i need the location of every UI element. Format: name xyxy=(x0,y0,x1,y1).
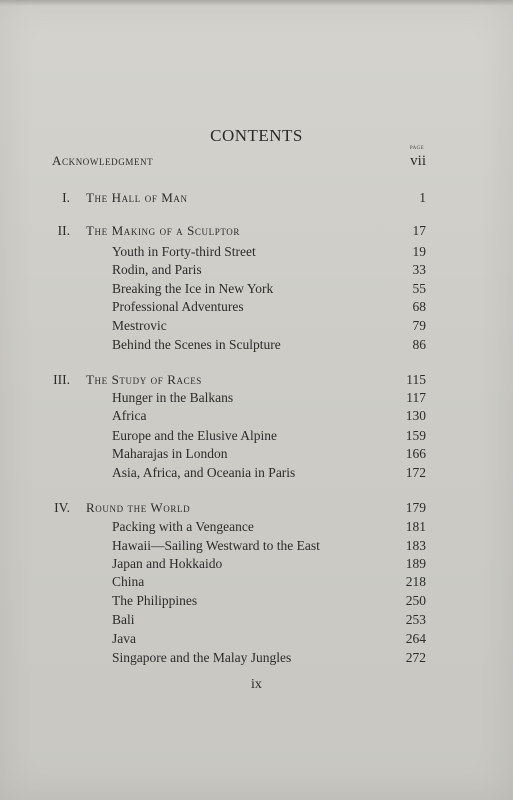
toc-entry xyxy=(0,593,513,611)
entry-label: Bali xyxy=(112,612,135,627)
toc-entry xyxy=(0,262,513,280)
toc-entry xyxy=(0,337,513,355)
toc-part-4 xyxy=(0,500,513,518)
toc-page-number: 264 xyxy=(405,631,426,646)
entry-label: China xyxy=(112,574,145,589)
toc-row-acknowledgment xyxy=(0,153,513,171)
part-number: I. xyxy=(62,190,70,205)
toc-page-number: 33 xyxy=(412,262,426,277)
toc-page-number: 17 xyxy=(412,223,426,238)
entry-label: Behind the Scenes in Sculpture xyxy=(112,337,281,352)
toc-page-number: 218 xyxy=(405,574,426,589)
toc-page-number: 19 xyxy=(412,244,426,259)
toc-page-number: 86 xyxy=(412,337,426,352)
toc-entry xyxy=(0,281,513,299)
toc-page-number: 79 xyxy=(412,318,426,333)
page-top-edge xyxy=(0,0,513,6)
toc-entry xyxy=(0,446,513,464)
toc-part-2 xyxy=(0,223,513,241)
entry-label: Japan and Hokkaido xyxy=(112,556,223,571)
toc-entry xyxy=(0,574,513,592)
page-title: CONTENTS xyxy=(210,126,303,145)
part-number: III. xyxy=(53,372,70,387)
toc-page-number: 250 xyxy=(405,593,426,608)
toc-label: Acknowledgment xyxy=(52,153,154,168)
toc-entry xyxy=(0,519,513,537)
toc-entry xyxy=(0,408,513,426)
toc-entry xyxy=(0,538,513,556)
page-column-header: PAGE xyxy=(409,146,425,151)
toc-page-number: 117 xyxy=(406,390,426,405)
toc-page-number: 55 xyxy=(412,281,426,296)
toc-entry xyxy=(0,631,513,649)
toc-page-number: 272 xyxy=(405,650,426,665)
entry-label: Breaking the Ice in New York xyxy=(112,281,274,296)
toc-page-number: 115 xyxy=(406,372,426,387)
part-title: The Study of Races xyxy=(86,372,202,387)
entry-label: Java xyxy=(112,631,136,646)
toc-entry xyxy=(0,390,513,408)
page-folio: ix xyxy=(251,677,262,692)
toc-page-number: 159 xyxy=(405,428,426,443)
toc-page-number: 179 xyxy=(405,500,426,515)
toc-page-number: 1 xyxy=(419,190,426,205)
toc-entry xyxy=(0,428,513,446)
entry-label: Professional Adventures xyxy=(112,299,244,314)
entry-label: Africa xyxy=(112,408,147,423)
entry-label: Rodin, and Paris xyxy=(112,262,202,277)
toc-entry xyxy=(0,244,513,262)
entry-label: Asia, Africa, and Oceania in Paris xyxy=(112,465,296,480)
part-number: IV. xyxy=(54,500,70,515)
entry-label: Packing with a Vengeance xyxy=(112,519,254,534)
toc-page-number: 181 xyxy=(405,519,426,534)
entry-label: Europe and the Elusive Alpine xyxy=(112,428,277,443)
toc-part-3 xyxy=(0,372,513,390)
entry-label: Hunger in the Balkans xyxy=(112,390,234,405)
toc-page-number: 189 xyxy=(405,556,426,571)
part-title: Round the World xyxy=(86,500,191,515)
toc-entry xyxy=(0,650,513,668)
toc-page-number: 166 xyxy=(405,446,426,461)
toc-page-number: 68 xyxy=(412,299,426,314)
toc-page-number: 183 xyxy=(405,538,426,553)
entry-label: The Philippines xyxy=(112,593,198,608)
toc-entry xyxy=(0,465,513,483)
entry-label: Hawaii—Sailing Westward to the East xyxy=(112,538,320,553)
part-title: The Making of a Sculptor xyxy=(86,223,240,238)
toc-page-number: 130 xyxy=(405,408,426,423)
entry-label: Singapore and the Malay Jungles xyxy=(112,650,292,665)
entry-label: Youth in Forty-third Street xyxy=(112,244,256,259)
toc-entry xyxy=(0,612,513,630)
toc-entry xyxy=(0,318,513,336)
toc-page-number: vii xyxy=(410,153,426,169)
toc-page-number: 172 xyxy=(405,465,426,480)
entry-label: Maharajas in London xyxy=(112,446,228,461)
entry-label: Mestrovic xyxy=(112,318,167,333)
toc-entry xyxy=(0,299,513,317)
toc-entry xyxy=(0,556,513,574)
part-number: II. xyxy=(57,223,70,238)
part-title: The Hall of Man xyxy=(86,190,188,205)
toc-page-number: 253 xyxy=(405,612,426,627)
toc-part-1 xyxy=(0,190,513,208)
